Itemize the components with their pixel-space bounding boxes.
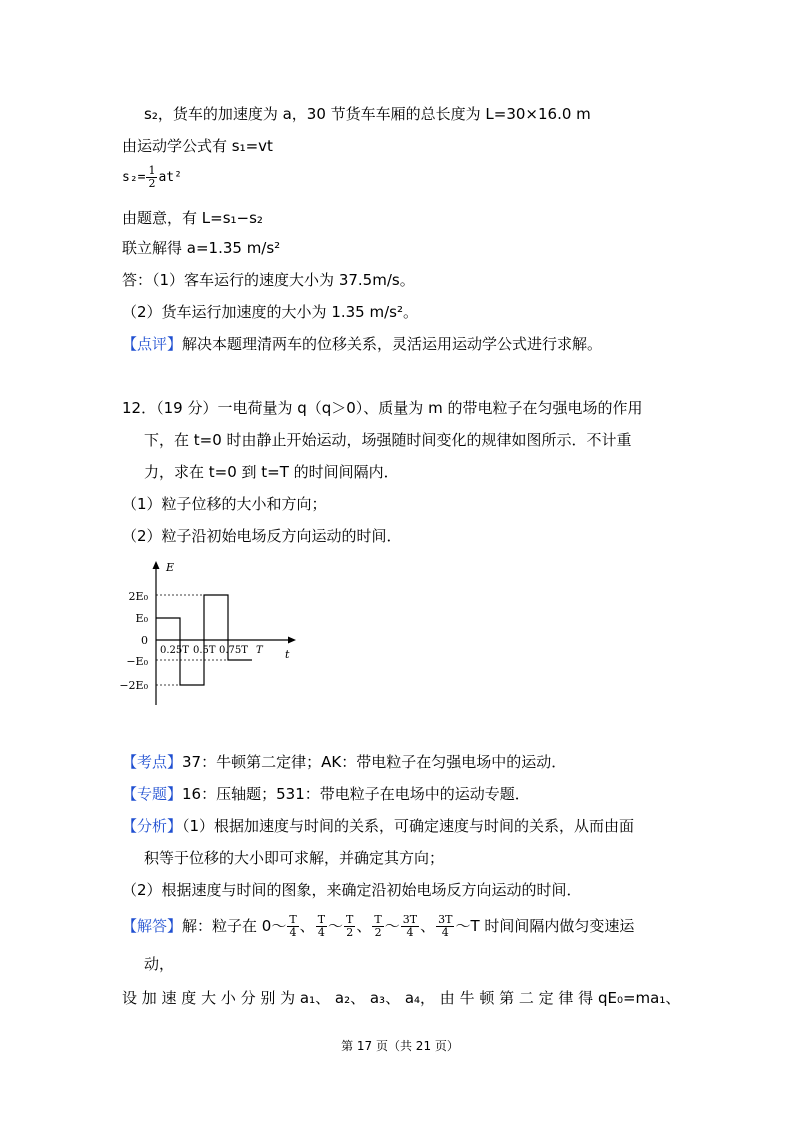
- question-12-line-1: 12．（19 分）一电荷量为 q（q＞0）、质量为 m 的带电粒子在匀强电场的作用: [122, 399, 643, 417]
- fraction-num: 1: [148, 164, 156, 177]
- y-axis-arrow: [153, 561, 160, 569]
- question-12-line-3: 力，求在 t=0 到 t=T 的时间间隔内．: [144, 463, 399, 481]
- fenxi-text-1: （1）根据加速度与时间的关系，可确定速度与时间的关系，从而由面: [182, 817, 635, 835]
- separator: 、: [299, 917, 315, 935]
- tilde: ～: [328, 917, 344, 935]
- frac-den: 2: [374, 926, 382, 939]
- x-axis-arrow: [288, 637, 296, 644]
- kaodian-line: [122, 752, 566, 772]
- frac-num: T: [374, 913, 382, 926]
- jieda-tag: 【解答】: [122, 917, 183, 935]
- comment-line: [122, 334, 602, 354]
- x-axis-label: t: [285, 648, 290, 661]
- frac-num: 3T: [438, 913, 453, 926]
- fraction-t-2: [372, 914, 383, 939]
- fenxi-line-1: [122, 816, 634, 836]
- formula-s2-right: at²: [158, 170, 182, 185]
- text-line-4: 由题意，有 L=s₁−s₂: [122, 209, 263, 227]
- frac-den: 4: [289, 926, 297, 939]
- fraction-one-half: [146, 165, 157, 190]
- frac-num: T: [289, 913, 297, 926]
- tick-y-neg-e0: −E₀: [126, 655, 148, 668]
- fraction-3t-4: [401, 914, 419, 939]
- fraction-t-4: [287, 914, 298, 939]
- fraction-t-2: [344, 914, 355, 939]
- tick-x-0-25t: 0.25T: [160, 645, 189, 656]
- comment-tag: 【点评】: [122, 335, 183, 353]
- kaodian-text: 37：牛顿第二定律；AK：带电粒子在匀强电场中的运动．: [182, 753, 567, 771]
- text-line-6: 答：（1）客车运行的速度大小为 37.5m/s。: [122, 271, 415, 289]
- tick-x-t: T: [256, 645, 263, 656]
- formula-s2-left: s₂=: [122, 170, 146, 185]
- text-last-line: 设 加 速 度 大 小 分 别 为 a₁、 a₂、 a₃、 a₄， 由 牛 顿 第 二 定 律 得 qE₀=ma₁、: [122, 989, 681, 1007]
- y-axis-label: E: [166, 561, 175, 574]
- frac-den: 4: [406, 926, 414, 939]
- fenxi-line-3: （2）根据速度与时间的图象，来确定沿初始电场反方向运动的时间．: [122, 881, 582, 899]
- tick-y-0: 0: [141, 634, 148, 647]
- question-12-part-1: （1）粒子位移的大小和方向；: [122, 495, 327, 513]
- text-line-2: 由运动学公式有 s₁=vt: [122, 137, 273, 155]
- zhuanti-text: 16：压轴题；531：带电粒子在电场中的运动专题．: [182, 785, 530, 803]
- formula-s2: [122, 164, 182, 192]
- fraction-den: 2: [148, 177, 156, 190]
- frac-den: 4: [317, 926, 325, 939]
- zhuanti-tag: 【专题】: [122, 785, 183, 803]
- fenxi-line-2: 积等于位移的大小即可求解，并确定其方向；: [144, 849, 445, 867]
- tick-x-0-5t: 0.5T: [193, 645, 216, 656]
- text-line-7: （2）货车运行加速度的大小为 1.35 m/s²。: [122, 303, 418, 321]
- frac-num: 3T: [402, 913, 418, 926]
- frac-den: 2: [346, 926, 354, 939]
- field-time-graph: [108, 555, 308, 715]
- tick-x-0-75t: 0.75T: [219, 645, 248, 656]
- separator: 、: [420, 917, 436, 935]
- tick-y-2e0: 2E₀: [128, 590, 148, 603]
- frac-num: T: [317, 913, 326, 926]
- tick-y-e0: E₀: [135, 612, 148, 625]
- fraction-t-4: [316, 914, 327, 939]
- separator: 、: [356, 917, 372, 935]
- frac-den: 4: [441, 926, 449, 939]
- comment-text: 解决本题理清两车的位移关系，灵活运用运动学公式进行求解。: [182, 335, 603, 353]
- fenxi-tag: 【分析】: [122, 817, 183, 835]
- frac-num: T: [346, 913, 354, 926]
- jieda-line: [122, 910, 634, 942]
- tilde: ～: [384, 917, 400, 935]
- text-line-5: 联立解得 a=1.35 m/s²: [122, 239, 281, 257]
- question-12-part-2: （2）粒子沿初始电场反方向运动的时间．: [122, 527, 402, 545]
- zhuanti-line: [122, 784, 530, 804]
- question-12-line-2: 下，在 t=0 时由静止开始运动，场强随时间变化的规律如图所示．不计重: [144, 431, 632, 449]
- jieda-pre: 解：粒子在 0～: [182, 917, 287, 935]
- jieda-post: ～T 时间间隔内做匀变速运: [455, 917, 635, 935]
- text-line-1: s₂，货车的加速度为 a，30 节货车车厢的总长度为 L=30×16.0 m: [144, 105, 591, 123]
- fraction-3t-4: [436, 914, 454, 939]
- kaodian-tag: 【考点】: [122, 753, 183, 771]
- tick-y-neg-2e0: −2E₀: [119, 679, 148, 692]
- page-footer: 第 17 页（共 21 页）: [341, 1039, 459, 1053]
- jieda-line-2: 动，: [144, 955, 175, 973]
